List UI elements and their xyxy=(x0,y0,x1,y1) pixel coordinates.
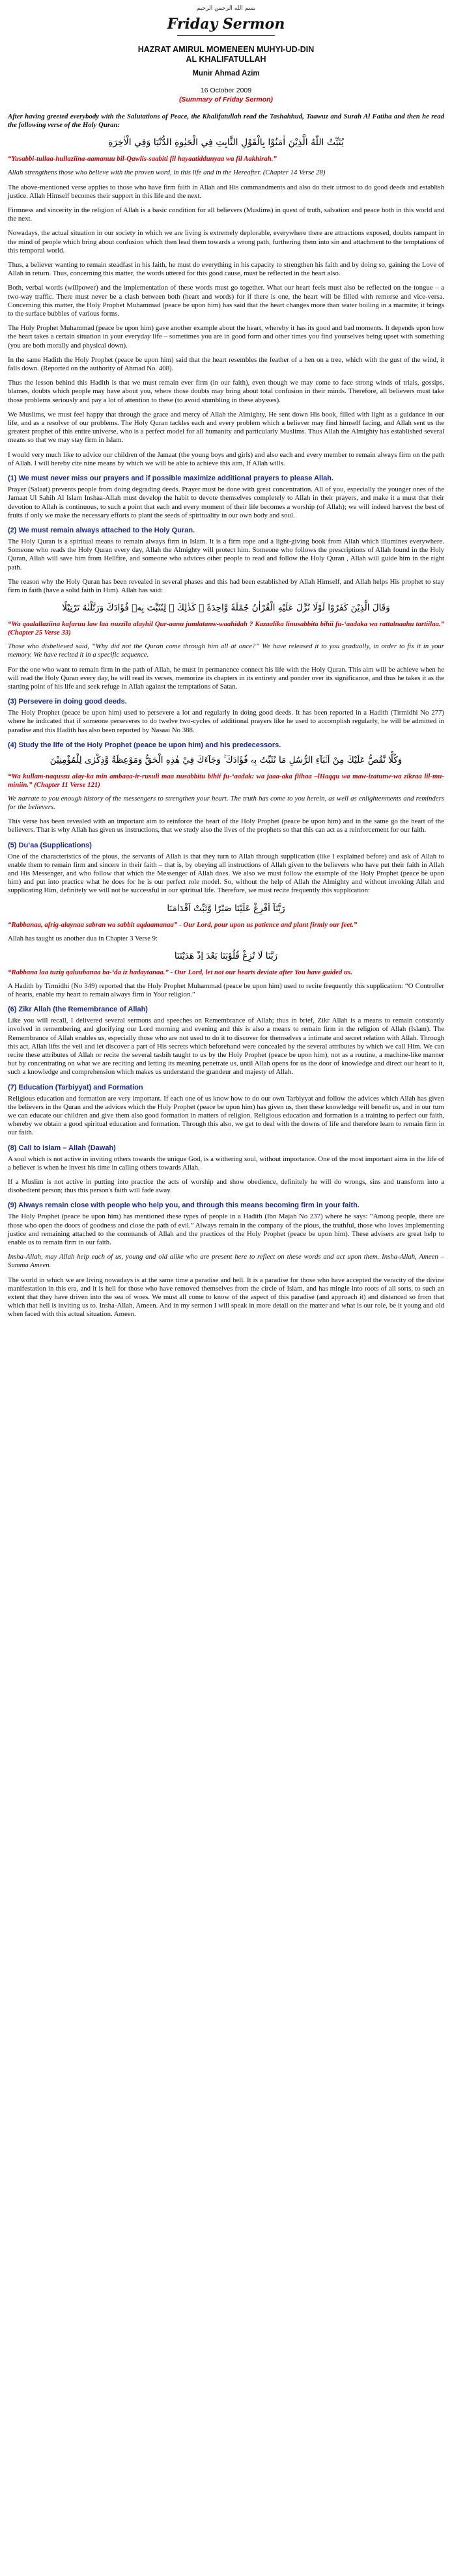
author-name: Munir Ahmad Azim xyxy=(192,70,260,77)
section4-arabic-verse: وَكُلًّا نَّقُصُّ عَلَيْكَ مِنْ اَنْۢبَآءِ الرُّسُلِ مَا نُثَبِّتُ بِهٖ فُؤَادَكَ ۚ وَجَآءَكَ فِيْ هٰذِهِ الْحَقُّ وَمَوْعِظَةٌ وَّذِكْرٰى لِلْمُؤْمِنِيْنَ xyxy=(49,754,403,765)
section-heading-9: (9) Always remain close with people who help you, and through this means becoming firm in your faith. xyxy=(8,1201,360,1210)
section5-paragraph: A Hadith by Tirmidhi (No 349) reported that the Holy Prophet Muhammad (peace be upon him) used to recite frequently this supplication: “O Controller of hearts, enable my heart to remain always firm in Your religion.” xyxy=(8,981,444,998)
section3-paragraph: The Holy Prophet (peace be upon him) used to persevere a lot and regularly in doing good deeds. It has been reported in a Hadith (Tirmidhi No 277) where he indicated that if someone perseveres to do twelve two-cycles of additional prayers like he used to accomplish regularly, he will be admitted in paradise and this Hadith has also been reported by Nasaai No 388. xyxy=(8,709,444,734)
section5-transliteration-2: “Rabbana laa tuzig qaluubanaa ba-‘da iz hadaytanaa.” - Our Lord, let not our hearts deviate after You have guided us. xyxy=(8,968,352,976)
section5-arabic-dua-2: رَبَّنَا لَا تُزِغْ قُلُوْبَنَا بَعْدَ اِذْ هَدَيْتَنَا xyxy=(174,950,278,961)
org-line-2: AL KHALIFATULLAH xyxy=(186,55,266,64)
body-paragraph: Thus, a believer wanting to remain steadfast in his faith, he must do everything in his capacity to strengthen his faith and by doing so, gaining the Love of Allah in return. Thus, concerning this matter, the words uttered for this good cause, must be reflected in the heart also. xyxy=(8,261,444,278)
section-heading-8: (8) Call to Islam – Allah (Dawah) xyxy=(8,1144,116,1152)
summary-label: (Summary of Friday Sermon) xyxy=(178,96,274,103)
section4-translation: We narrate to you enough history of the messengers to strengthen your heart. The truth has come to you herein, as well as enlightenments and reminders for the believers. xyxy=(8,794,444,811)
bismillah-calligraphy: بسم الله الرحمن الرحيم xyxy=(196,5,256,12)
section6-paragraph: Like you will recall, I delivered several sermons and speeches on Remembrance of Allah; thus in brief, Zikr Allah is a means to remain constantly involved in remembering and glorifying our Lord morning and evening and this is also a means to remain firm in the religion of Allah (Islam). The Remembrance of Allah enables us, especially those who are not used to do it to discover for themselves a intimate and secret relation with Allah. Through this act, Allah lifts the veil and let discover a part of His secrets which beforehand were concealed by the several attributes by which we call Him. We can recite these attributes of Allah or recite the several tasbih taught to us by the Holy Prophet (peace be upon him), not as a routine, a machine-like manner but by concentrating on what we are reciting and letting its meaning penetrate us, until Allah opens for us the door of knowledge and direct our heart to it, such a knowledge and comprehension which makes us understand the grandeur and majesty of Allah. xyxy=(8,1017,444,1076)
body-paragraph: Firmness and sincerity in the religion of Allah is a basic condition for all believers (Muslims) in quest of truth, salvation and peace both in this world and the next. xyxy=(8,206,444,223)
section9-paragraph: The Holy Prophet (peace be upon him) has mentioned these types of people in a Hadith (Ibn Majah No 237) where he says: “Among people, there are those who open the doors of goodness and close the path of evil.” Always remain in the company of the pious, the truthful, those who loves implementing justice and remaining attached to the commands of Allah and the practices of the Holy Prophet (peace be upon him). These advisers are great help to enable us to remain firm in our faith. xyxy=(8,1213,444,1247)
section1-paragraph: Prayer (Salaat) prevents people from doing degrading deeds. Prayer must be done with great concentration. All of you, especially the younger ones of the Jamaat Ul Sahih Al Islam Inshaa-Allah must develop the habit to devote themselves completely to Allah in their prayers, and make it a must that their devotion to Allah is continuous, to such a point that each and every moment of their life becomes a worship (of Allah); we will indeed harvest the best of fruits if only we make the necessary efforts to plant the seeds of spirituality in our own body and soul. xyxy=(8,486,444,519)
section-heading-2: (2) We must remain always attached to the Holy Quran. xyxy=(8,526,195,534)
section8-paragraph: A soul which is not active in inviting others towards the unique God, is a withering soul, without importance. One of the most important aims in the life of a believer is when he invest his time in calling others towards Allah. xyxy=(8,1155,444,1172)
body-paragraph: I would very much like to advice our children of the Jamaat (the young boys and girls) and also each and every member to remain always firm on the path of Allah. I will hereby cite nine means by which we will be able to achieve this aim, If Allah wills. xyxy=(8,450,444,467)
title-divider xyxy=(177,35,275,36)
section2-paragraph: The reason why the Holy Quran has been revealed in several phases and this had been established by Allah Himself, and Allah helps His prophet to stay firm in faith (have a solid faith in Him). Allah has said: xyxy=(8,577,444,594)
section-heading-3: (3) Persevere in doing good deeds. xyxy=(8,698,127,706)
intro-paragraph: After having greeted everybody with the Salutations of Peace, the Khalifatullah read the Tashahhud, Taawuz and Surah Al Fatiha and then he read the following verse of the Holy Quran: xyxy=(8,113,444,130)
section-heading-4: (4) Study the life of the Holy Prophet (peace be upon him) and his predecessors. xyxy=(8,741,281,749)
org-line-1: HAZRAT AMIRUL MOMENEEN MUHYI-UD-DIN xyxy=(137,45,315,54)
body-paragraph: The above-mentioned verse applies to those who have firm faith in Allah and His commandments and also do their utmost to do good deeds and establish justice. Allah Himself becomes their support in this life and the next. xyxy=(8,183,444,200)
body-paragraph: In the same Hadith the Holy Prophet (peace be upon him) said that the heart resembles the feather of a hen on a tree, which with the gust of the wind, it falls down. (Reported on the authority of Ahmad No. 408). xyxy=(8,355,444,373)
section-heading-6: (6) Zikr Allah (the Remembrance of Allah) xyxy=(8,1006,148,1014)
section5-transliteration: “Rabbanaa, afrig-alaynaa sabran wa sabbit aqdaamanaa” - Our Lord, pour upon us patience and plant firmly our feet.” xyxy=(8,920,358,929)
body-paragraph: Nowadays, the actual situation in our society in which we are living is extremely deplorable, everywhere there are attractions exposed, doubts rampant in the mind of people which bring about confusion which then lead them towards a wrong path, furthering them into sin and attachment to the temptations of this temporal world. xyxy=(8,229,444,254)
body-paragraph: Both, verbal words (willpower) and the implementation of these words must go together. What our heart feels must also be reflected on the tongue – a two-way traffic. There must never be a clash between both (heart and words) for if there is one, the heart will be filled with remorse and vice-versa. Concerning this matter, the Holy Prophet Muhammad (peace be upon him) has said that the heart changes more than water boiling in a marmite; it brings to the surface bubbles of various forms. xyxy=(8,284,444,318)
section-heading-1: (1) We must never miss our prayers and if possible maximize additional prayers to please Allah. xyxy=(8,474,334,483)
body-paragraph: Thus the lesson behind this Hadith is that we must remain ever firm (in our faith), even though we may come to face strong winds of trials, gossips, blames, doubts which people may have about you, where those doubts may bring about total confusion in their minds. Therefore, all believers must take those problems seriously and pay a lot of attention to these (to avoid stumbling in these abysses). xyxy=(8,379,444,404)
section9-paragraph: The world in which we are living nowadays is at the same time a paradise and hell. It is a paradise for those who have accepted the veracity of the divine manifestation in this era, and it is hell for those who have removed themselves from the circle of Islam, and has mingle into roots of all sorts, to such an extent that they have driven into the sea of woes. We must all come to know of the aspect of this paradise (and approach it) and distanced so from that which that hell is inviting us to. Insha-Allah, Ameen. And in my sermon I will speak in more detail on the matter and what is our role, be it young and old when faced with this actual situation. Ameen. xyxy=(8,1276,444,1319)
section5-paragraph: One of the characteristics of the pious, the servants of Allah is that they turn to Allah through supplication (like I explained before) and ask of Allah to enable them to remain firm and sincere in their faith – that is, by obeying all instructions of Allah given to the believers who have put their faith in Allah and His Messenger, and who follow that which the Messenger of Allah does. We also we must follow the example of the Holy Prophet (peace be upon him) and put into practice what he does for he is our perfect role model. So, without the help of Allah the Almighty and without invoking Allah and supplicating Him, definitely we will not be successful in our spiritual life. Therefore, we must recite frequently this supplication: xyxy=(8,852,444,895)
section-heading-7: (7) Education (Tarbiyyat) and Formation xyxy=(8,1083,143,1091)
section2-transliteration: “Wa qaalallaziina kafaruu law laa nuzzila alayhil Qur-aanu jumlatanw-waahidah ? Kazaalika linusabbita bihii fu-‘aadaka wa rattalnaahu tartiilaa.” (Chapter 25 Verse 33) xyxy=(8,620,444,637)
section5-arabic-dua: رَبَّنَآ اَفْرِغْ عَلَيْنَا صَبْرًا وَّثَبِّتْ اَقْدَامَنَا xyxy=(167,903,285,914)
verse1-translation: Allah strengthens those who believe with the proven word, in this life and in the Hereafter. (Chapter 14 Verse 28) xyxy=(8,169,326,177)
section2-translation: Those who disbelieved said, “Why did not the Quran come through him all at once?” We have released it to you gradually, in order to fix it in your memory. We have recited it in a specific sequence. xyxy=(8,642,444,659)
section9-closing-prayer: Insha-Allah, may Allah help each of us, young and old alike who are present here to reflect on these words and act upon them. Insha-Allah, Ameen – Summa Ameen. xyxy=(8,1253,444,1270)
section5-paragraph: Allah has taught us another dua in Chapter 3 Verse 9: xyxy=(8,934,158,942)
body-paragraph: The Holy Prophet Muhammad (peace be upon him) gave another example about the heart, whereby it has its good and bad moments. It depends upon how the heart takes a certain situation in your everyday life – sometimes you are in good form and other times you find yourselves being upset with something (you are both morally and physical down). xyxy=(8,324,444,349)
page-title: Friday Sermon xyxy=(167,16,285,33)
verse1-arabic: يُثَبِّتُ اللّٰهُ الَّذِيْنَ اٰمَنُوْا بِالْقَوْلِ الثَّابِتِ فِي الْحَيٰوةِ الدُّنْيَا وَفِي الْاٰخِرَةِ xyxy=(108,137,344,148)
section2-arabic-verse: وَقَالَ الَّذِيْنَ كَفَرُوْا لَوْلَا نُزِّلَ عَلَيْهِ الْقُرْاٰنُ جُمْلَةً وَّاحِدَةً ۛ كَذٰلِكَ ۛ لِنُثَبِّتَ بِهٖ فُؤَادَكَ وَرَتَّلْنٰهُ تَرْتِيْلًا xyxy=(62,603,390,614)
section2-paragraph: The Holy Quran is a spiritual means to remain always firm in Islam. It is a firm rope and a light-giving book from Allah which illumines everywhere. Someone who reads the Holy Quran every day, Allah the Almighty will protect him. Someone who follows the prescriptions of Allah found in the Holy Quran, Allah will save him from Hellfire, and someone who advices other people to read and follow the Holy Quran , Allah will guide him in the right path. xyxy=(8,537,444,571)
section-heading-5: (5) Du’aa (Supplications) xyxy=(8,841,92,849)
section7-paragraph: Religious education and formation are very important. If each one of us know how to do our own Tarbiyyat and follow the advices which Allah has given the believers in the Quran and the advices which the Holy Prophet (peace be upon him) has given us, then these knowledge will benefit us, and in our turn we can educate our children and give them also good formation in matters of religion. Religious education and formation is a training to perfect our faith, whereby we obtain a good spiritual education and formation. Through this also, we get to deal with the downs of life and therefore learn to remain firm in our faith. xyxy=(8,1094,444,1137)
verse1-transliteration: “Yusabbi-tullaa-hullaziina-aamanuu bil-Qawlis-saabiti fil hayaatiddunyaa wa fil Aakhirah.” xyxy=(8,155,277,163)
section4-transliteration: “Wa kullam-naqussu alay-ka min ambaaa-ir-rusuli maa nusabbitu bihii fu-‘aadak: wa jaaa-aka fiihaa –lHaqqu wa maw-izatunw-wa zikraa lil-mu-miniin.” (Chapter 11 Verse 121) xyxy=(8,772,444,789)
section4-paragraph: This verse has been revealed with an important aim to reinforce the heart of the Holy Prophet (peace be upon him) and in the same go the heart of the believers. That is why Allah has given us instructions, that we study also the lives of the prophets so that this can act as a reinforcement for our faith. xyxy=(8,817,444,834)
sermon-date: 16 October 2009 xyxy=(200,87,252,94)
section8-paragraph: If a Muslim is not active in putting into practice the acts of worship and show obedience, definitely he will do wrongs, sins and transform into a disobedient person; thus this person's faith will fade away. xyxy=(8,1178,444,1195)
body-paragraph: We Muslims, we must feel happy that through the grace and mercy of Allah the Almighty, He sent down His book, filled with light as a guidance in our life, and as a resolver of our problems. The Holy Quran tackles each and every problem which a believer may find himself facing, and Allah sent us the greatest prophet of this entire universe, who is a perfect model for all humanity and particularly Muslims. Thus Allah the Almighty has established several means so that we may stay firm in Islam. xyxy=(8,410,444,445)
section2-paragraph: For the one who want to remain firm in the path of Allah, he must in permanence connect his life with the Holy Quran. This aim will be achieve when he will read the Holy Quran every day, he will read its verses, memorize its chapters in its entirety and ponder over its significance, and thus he takes it as the starting point of his life and seek refuge in Allah against the temptations of Satan. xyxy=(8,665,444,691)
